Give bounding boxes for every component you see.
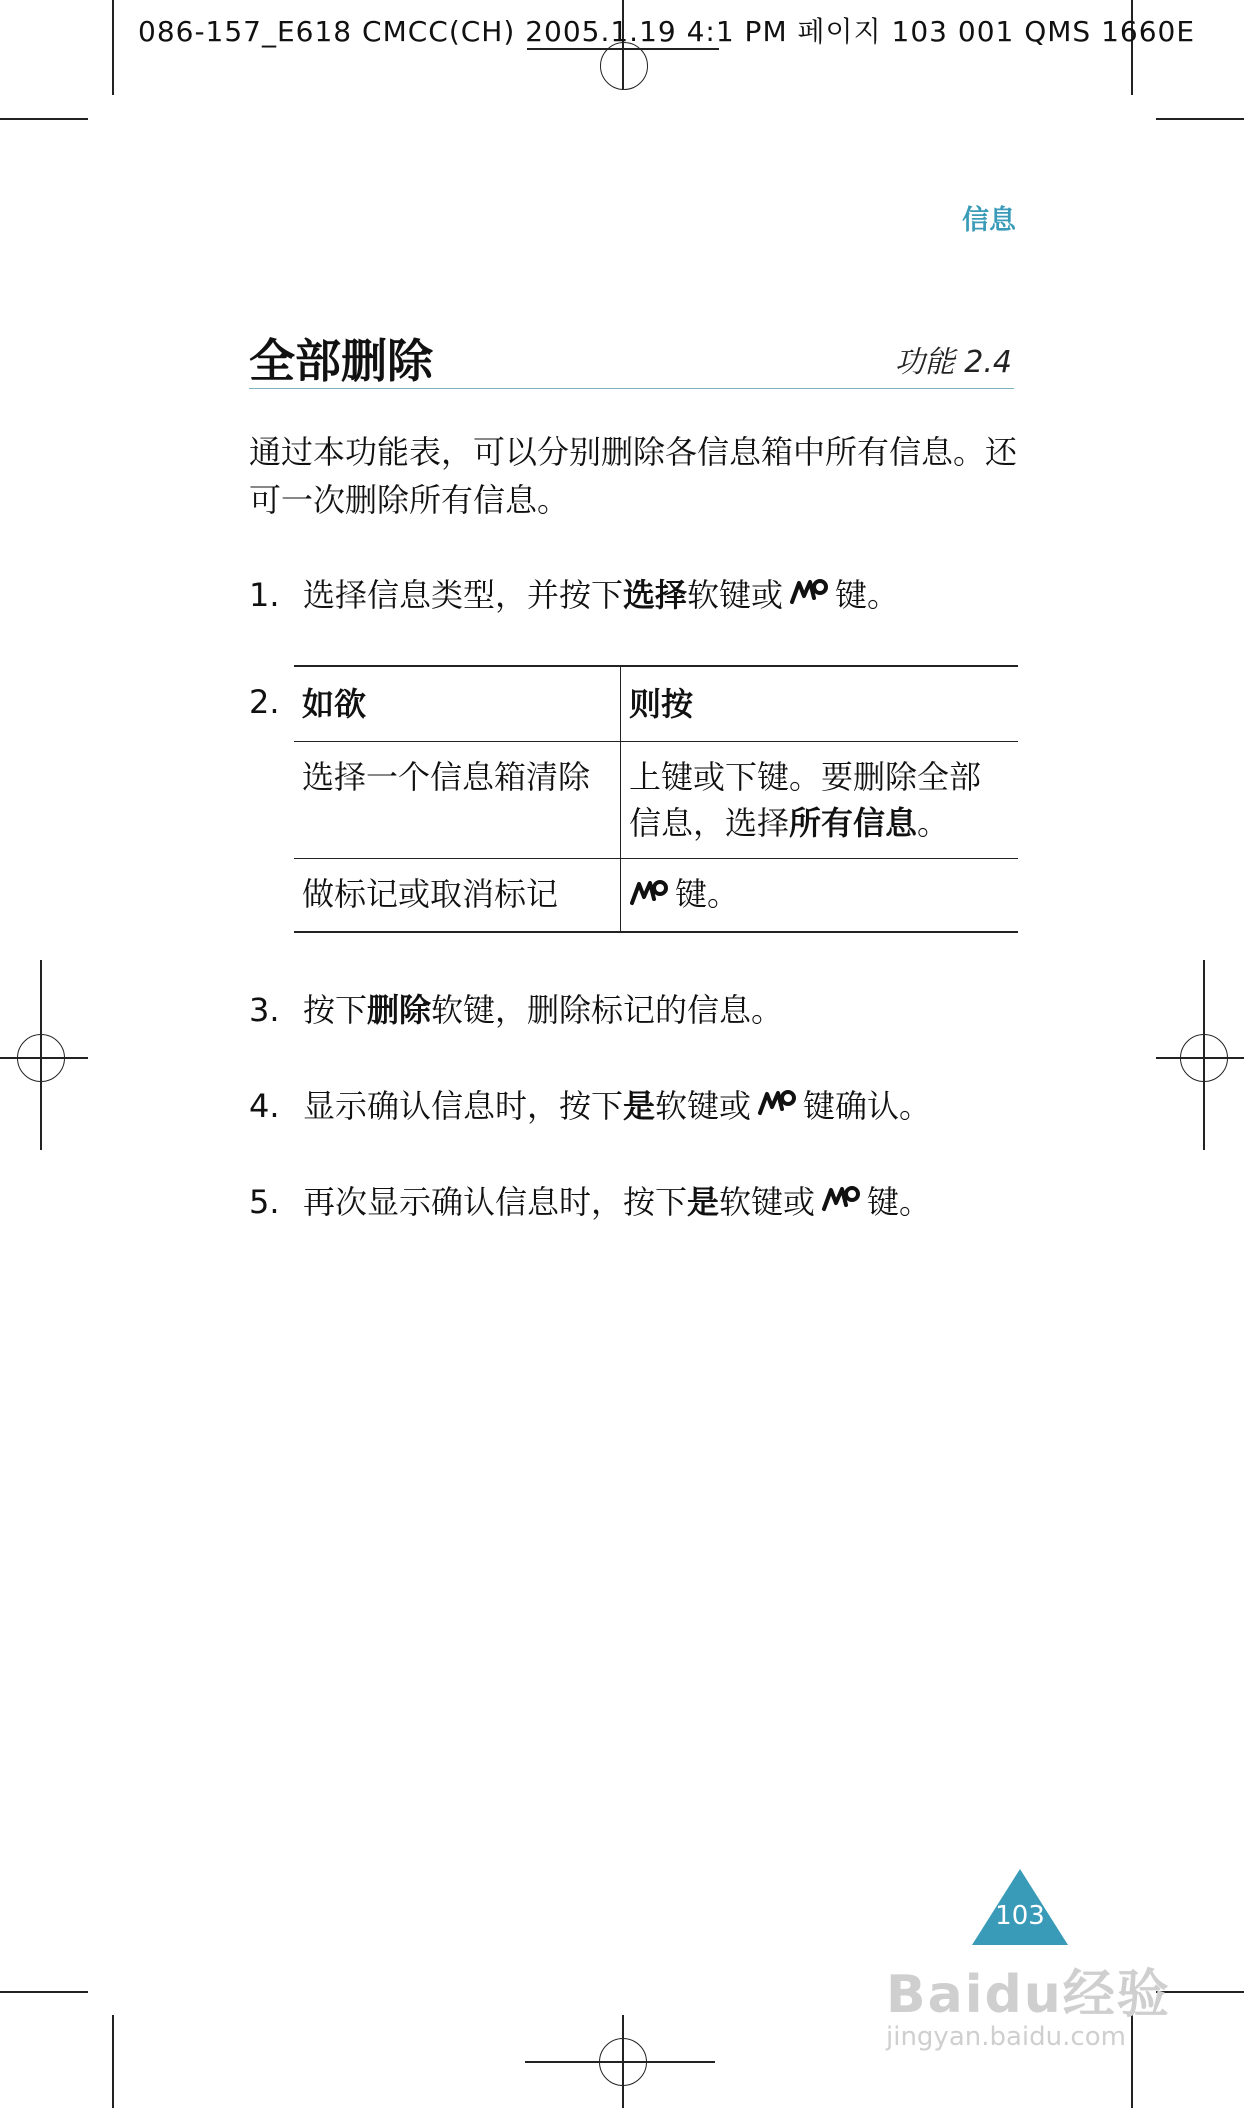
ok-key-icon (821, 1180, 861, 1224)
step-text: 软键或 (655, 1087, 752, 1125)
step-1 (249, 573, 899, 617)
action-table (294, 665, 1018, 933)
cell-text: 键。 (675, 875, 740, 913)
table-header-row (294, 666, 1018, 742)
step-text: 选择信息类型，并按下 (303, 576, 624, 614)
title-rule (249, 388, 1014, 389)
step-text: 按下 (303, 991, 368, 1029)
page-number-badge (970, 1867, 1070, 1947)
watermark-logo: Baidu经验 (886, 1965, 1171, 2025)
step-text: 软键或 (719, 1183, 816, 1221)
softkey-label: 删除 (367, 991, 432, 1029)
table-cell-want: 选择一个信息箱清除 (294, 742, 621, 859)
step-text: 键。 (867, 1183, 932, 1221)
ok-key-icon (789, 573, 829, 617)
page-number: 103 (995, 1901, 1045, 1931)
softkey-label: 是 (623, 1087, 656, 1125)
table-header-press: 则按 (629, 685, 694, 723)
crop-mark (1156, 118, 1244, 120)
step-text: 软键或 (687, 576, 784, 614)
table-cell-want: 做标记或取消标记 (294, 859, 621, 933)
page-title: 全部删除 (249, 334, 433, 388)
registration-mark-icon (599, 2038, 647, 2086)
cell-text: 。 (917, 804, 950, 842)
softkey-label: 选择 (623, 576, 688, 614)
table-header-want: 如欲 (294, 666, 621, 742)
table-row (294, 859, 1018, 933)
table-row (294, 742, 1018, 859)
option-label: 所有信息 (789, 804, 918, 842)
crop-mark (112, 2015, 114, 2108)
crop-mark (112, 0, 114, 95)
ok-key-icon (757, 1084, 797, 1128)
step-text: 再次显示确认信息时，按下 (303, 1183, 688, 1221)
step-number: 4. (249, 1087, 280, 1125)
cell-text: 上键或下键。要删除全部信息，选择 (629, 758, 982, 842)
section-tag: 信息 (962, 205, 1016, 236)
step-text: 软键，删除标记的信息。 (431, 991, 784, 1029)
header-underline (527, 48, 719, 50)
step-number: 2. (249, 683, 280, 721)
step-4 (249, 1084, 931, 1128)
step-number: 5. (249, 1183, 280, 1221)
step-number: 1. (249, 576, 280, 614)
step-text: 键确认。 (803, 1087, 932, 1125)
step-number: 3. (249, 991, 280, 1029)
step-text: 键。 (835, 576, 900, 614)
step-text: 显示确认信息时，按下 (303, 1087, 624, 1125)
registration-mark-icon (1180, 1034, 1228, 1082)
softkey-label: 是 (687, 1183, 720, 1221)
function-reference: 功能 2.4 (894, 345, 1012, 380)
table-cell-press (621, 742, 1019, 859)
intro-paragraph: 通过本功能表，可以分别删除各信息箱中所有信息。还可一次删除所有信息。 (249, 433, 1018, 519)
watermark-url: jingyan.baidu.com (886, 2022, 1126, 2052)
step-5 (249, 1180, 931, 1224)
crop-mark (0, 118, 88, 120)
registration-mark-icon (17, 1034, 65, 1082)
crop-mark (1131, 2015, 1133, 2108)
step-3 (249, 988, 783, 1032)
table-cell-press (621, 859, 1019, 933)
print-header: 086-157_E618 CMCC(CH) 2005.1.19 4:1 PM 페이지 103 001 QMS 1660E (138, 15, 1196, 48)
crop-mark (0, 1991, 88, 1993)
ok-key-icon (629, 873, 669, 919)
